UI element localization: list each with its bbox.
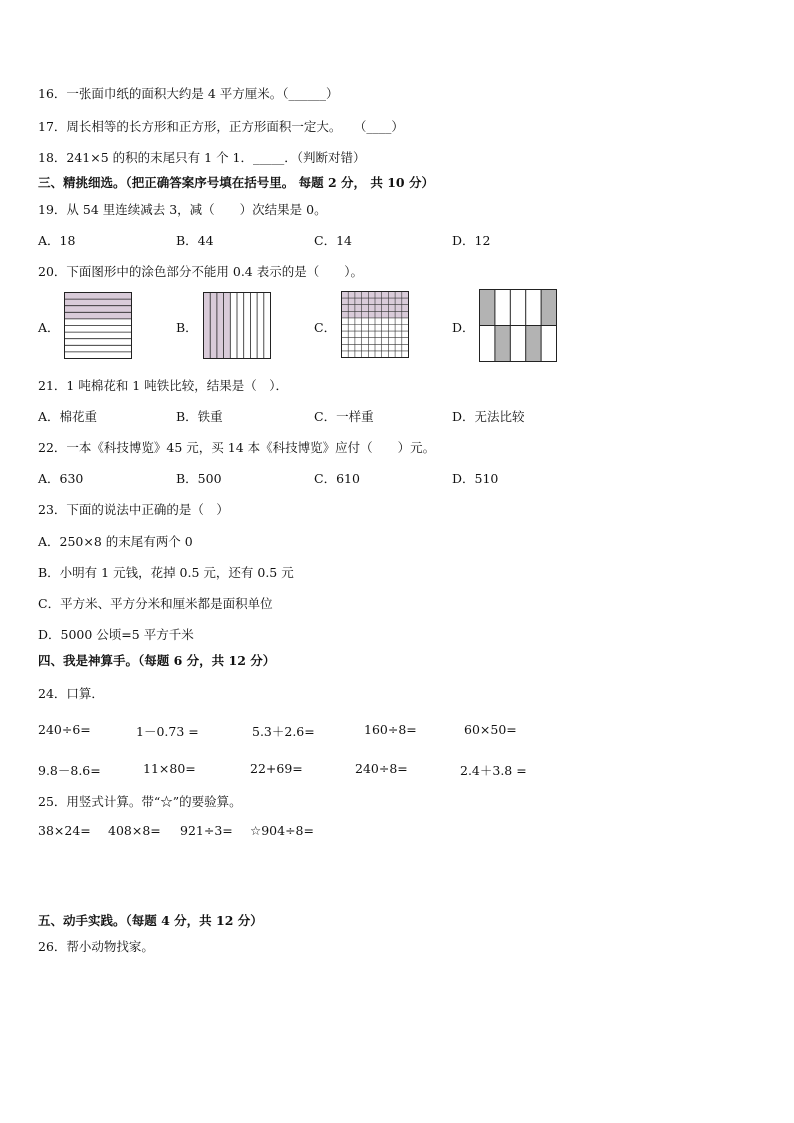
question-16: 16．一张面巾纸的面积大约是 4 平方厘米。（______） bbox=[38, 86, 339, 101]
question-22-stem: 22．一本《科技博览》45 元，买 14 本《科技博览》应付（ ）元。 bbox=[38, 440, 436, 455]
question-23-stem: 23．下面的说法中正确的是（ ） bbox=[38, 502, 229, 517]
section-3-heading: 三、精挑细选。（把正确答案序号填在括号里。 每题 2 分， 共 10 分） bbox=[38, 175, 434, 190]
figure-a-horizontal-stripes bbox=[64, 292, 134, 360]
q21-option-a: A．棉花重 bbox=[38, 409, 98, 424]
q22-option-c: C．610 bbox=[314, 471, 360, 486]
vertical-calc-item: 921÷3= bbox=[180, 823, 233, 838]
mental-math-item: 240÷6= bbox=[38, 722, 91, 737]
q20-label-a: A． bbox=[38, 320, 60, 335]
question-21-stem: 21．1 吨棉花和 1 吨铁比较，结果是（ ）． bbox=[38, 378, 288, 393]
q20-label-c: C． bbox=[314, 320, 337, 335]
vertical-calc-item: ☆904÷8= bbox=[250, 823, 314, 838]
question-18: 18．241×5 的积的末尾只有 1 个 1．_____．（判断对错） bbox=[38, 150, 366, 165]
section-4-heading: 四、我是神算手。（每题 6 分，共 12 分） bbox=[38, 653, 276, 668]
mental-math-item: 11×80= bbox=[143, 761, 196, 776]
q22-option-d: D．510 bbox=[452, 471, 499, 486]
shaded-block bbox=[526, 326, 541, 362]
shaded-block bbox=[541, 290, 556, 326]
q22-option-a: A．630 bbox=[38, 471, 84, 486]
q19-option-c: C．14 bbox=[314, 233, 352, 248]
q19-option-d: D．12 bbox=[452, 233, 491, 248]
figure-c-grid bbox=[341, 291, 411, 359]
question-25-stem: 25．用竖式计算。带“☆”的要验算。 bbox=[38, 794, 242, 809]
question-20-stem: 20．下面图形中的涂色部分不能用 0.4 表示的是（ ）。 bbox=[38, 264, 363, 279]
mental-math-item: 2.4＋3.8 = bbox=[460, 763, 527, 778]
question-19-stem: 19．从 54 里连续减去 3，减（ ）次结果是 0。 bbox=[38, 202, 327, 217]
q23-option-d: D．5000 公顷=5 平方千米 bbox=[38, 627, 194, 642]
q21-option-d: D．无法比较 bbox=[452, 409, 525, 424]
q23-option-c: C．平方米、平方分米和厘米都是面积单位 bbox=[38, 596, 273, 611]
mental-math-item: 1－0.73 = bbox=[136, 724, 199, 739]
q19-option-b: B．44 bbox=[176, 233, 214, 248]
shaded-block bbox=[495, 326, 510, 362]
mental-math-item: 9.8－8.6= bbox=[38, 763, 101, 778]
mental-math-item: 5.3＋2.6= bbox=[252, 724, 315, 739]
vertical-calc-item: 408×8= bbox=[108, 823, 161, 838]
mental-math-item: 22+69= bbox=[250, 761, 303, 776]
mental-math-item: 160÷8= bbox=[364, 722, 417, 737]
q20-label-d: D． bbox=[452, 320, 475, 335]
vertical-calc-item: 38×24= bbox=[38, 823, 91, 838]
q23-option-a: A．250×8 的末尾有两个 0 bbox=[38, 534, 193, 549]
figure-d-blocks bbox=[479, 289, 559, 363]
q21-option-c: C．一样重 bbox=[314, 409, 374, 424]
q20-label-b: B． bbox=[176, 320, 198, 335]
q22-option-b: B．500 bbox=[176, 471, 222, 486]
q19-option-a: A．18 bbox=[38, 233, 76, 248]
mental-math-item: 240÷8= bbox=[355, 761, 408, 776]
q21-option-b: B．铁重 bbox=[176, 409, 223, 424]
q23-option-b: B．小明有 1 元钱，花掉 0.5 元，还有 0.5 元 bbox=[38, 565, 294, 580]
section-5-heading: 五、动手实践。（每题 4 分，共 12 分） bbox=[38, 913, 263, 928]
question-26: 26．帮小动物找家。 bbox=[38, 939, 154, 954]
question-24-stem: 24．口算． bbox=[38, 686, 104, 701]
figure-b-vertical-stripes bbox=[203, 292, 273, 360]
shaded-block bbox=[480, 290, 495, 326]
mental-math-item: 60×50= bbox=[464, 722, 517, 737]
question-17: 17．周长相等的长方形和正方形，正方形面积一定大。 （____） bbox=[38, 119, 404, 134]
